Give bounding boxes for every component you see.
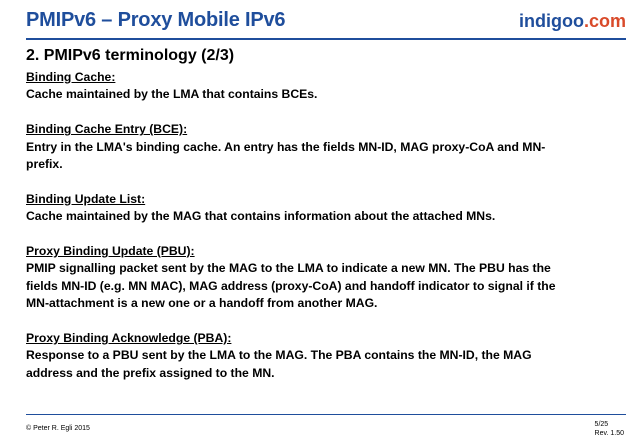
- page-number: 5/25: [594, 421, 609, 428]
- footer-divider: [26, 414, 626, 415]
- term-proxy-binding-acknowledge: Proxy Binding Acknowledge (PBA):: [26, 331, 232, 346]
- spacer: [26, 104, 606, 121]
- definition-line: Cache maintained by the LMA that contains BCEs.: [26, 87, 318, 102]
- definition-line: Cache maintained by the MAG that contains information about the attached MNs.: [26, 209, 496, 224]
- slide-header-title: PMIPv6 – Proxy Mobile IPv6: [26, 9, 286, 31]
- revision-number: Rev. 1.50: [594, 430, 624, 437]
- term-proxy-binding-update: Proxy Binding Update (PBU):: [26, 244, 195, 259]
- definition-line: prefix.: [26, 157, 63, 172]
- indigoo-logo: [519, 11, 626, 32]
- page-info: [595, 420, 624, 438]
- terminology-list: [26, 69, 606, 382]
- spacer: [26, 313, 606, 330]
- definition-line: MN-attachment is a new one or a handoff from another MAG.: [26, 296, 378, 311]
- spacer: [26, 226, 606, 243]
- logo-text-suffix: .com: [583, 11, 626, 31]
- term-binding-cache: Binding Cache:: [26, 70, 116, 84]
- definition-line: Response to a PBU sent by the LMA to the MAG. The PBA contains the MN-ID, the MAG: [26, 348, 532, 363]
- copyright-notice: © Peter R. Egli 2015: [26, 425, 90, 432]
- section-title: 2. PMIPv6 terminology (2/3): [26, 47, 235, 64]
- definition-line: fields MN-ID (e.g. MN MAC), MAG address (proxy-CoA) and handoff indicator to signal if the: [26, 278, 556, 293]
- definition-line: address and the prefix assigned to the MN.: [26, 365, 275, 380]
- definition-line: Entry in the LMA's binding cache. An entry has the fields MN-ID, MAG proxy-CoA and MN-: [26, 139, 546, 154]
- definition-line: PMIP signalling packet sent by the MAG to the LMA to indicate a new MN. The PBU has the: [26, 261, 551, 276]
- term-binding-update-list: Binding Update List:: [26, 191, 146, 206]
- logo-text-main: indigoo: [519, 11, 584, 31]
- term-binding-cache-entry: Binding Cache Entry (BCE):: [26, 122, 188, 137]
- header-divider: [26, 38, 626, 40]
- spacer: [26, 173, 606, 190]
